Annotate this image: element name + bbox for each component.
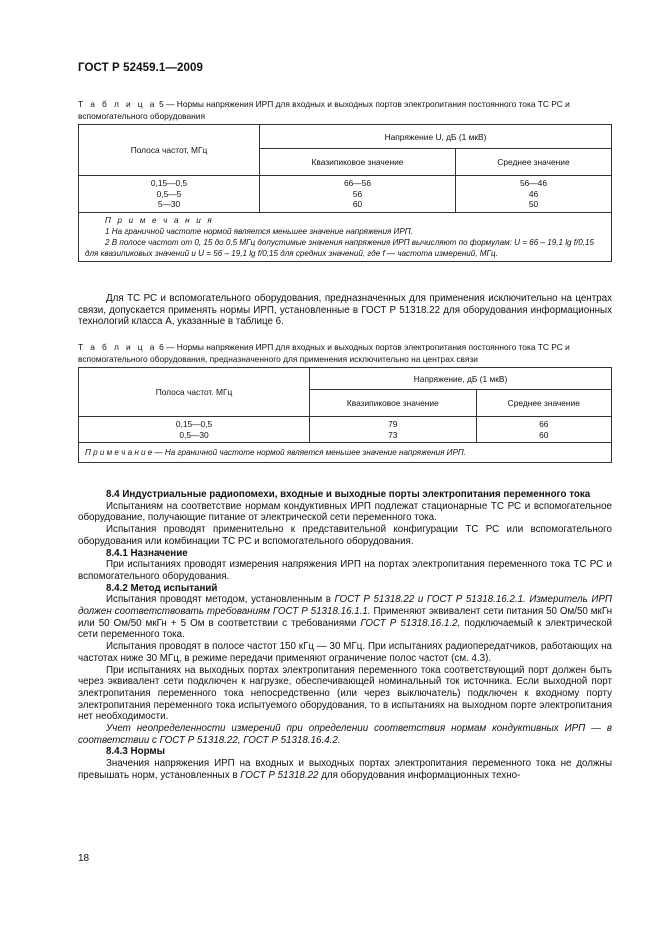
document-header: ГОСТ Р 52459.1—2009 xyxy=(78,62,203,74)
table6-caption xyxy=(78,342,612,365)
table5-caption-text: 5 — Нормы напряжения ИРП для входных и выходных портов электропитания постоянного тока ТС РС и вспомогательного оборудования xyxy=(78,99,570,121)
text-span: Испытания проводят методом, установленным в xyxy=(106,594,335,606)
table5-notes xyxy=(79,212,612,262)
text-span: Значения напряжения ИРП на входных и выходных портах электропитания переменного тока не должны превышать норм, установленных в xyxy=(78,758,612,781)
table-cell: 56 xyxy=(352,188,363,199)
table-cell: 56—46 xyxy=(519,178,547,188)
paragraph: Для ТС РС и вспомогательного оборудования, предназначенных для применения исключительно на центрах связи, допускается применять нормы ИРП, установленные в ГОСТ Р 51318.22 для оборудования информационных технологий класса А, указанные в таблице 6. xyxy=(78,293,612,328)
table5 xyxy=(78,124,612,262)
table-cell: 73 xyxy=(388,429,398,440)
text-span: Применяют эквивалент сети питания 50 Ом/50 мкГн или 50 Ом/50 мкГн + 5 Ом в соответствии с требованиями xyxy=(78,606,612,629)
table6 xyxy=(78,367,612,463)
text-span: для оборудования информационных техно- xyxy=(318,769,521,781)
table5-caption xyxy=(78,99,612,122)
table6-avg-cell xyxy=(476,417,611,443)
table5-voltage-header: Напряжение U, дБ (1 мкВ) xyxy=(260,125,612,149)
table-cell: 46 xyxy=(528,188,539,199)
section-heading: 8.4.1 Назначение xyxy=(106,547,188,559)
section-heading: 8.4.3 Нормы xyxy=(106,746,166,758)
table-cell: 0,15—0,5 xyxy=(175,419,213,429)
table5-caption-word: Т а б л и ц а xyxy=(78,99,157,109)
section-8-4 xyxy=(78,489,612,782)
table-cell: 60 xyxy=(352,199,363,209)
table-cell: 0,5—30 xyxy=(179,429,209,440)
table-cell: 0,5—5 xyxy=(156,188,182,199)
table5-col-quasi: Квазипиковое значение xyxy=(260,149,456,176)
table-cell: 5—30 xyxy=(157,199,181,209)
paragraph: При испытаниях на выходных портах электропитания переменного тока соответствующий порт должен быть через эквивалент сети подключен к нагрузке, обеспечивающей номинальный ток источника. Если выходной порт электропитания переменного тока непосредственно (или через выключатель) подключен к входному порту электропитания переменного тока испытуемого оборудования, то в испытаниях на выходном порте электропитания нет необходимости. xyxy=(78,664,612,723)
table6-band-cell xyxy=(79,417,310,443)
table-cell: 79 xyxy=(388,419,398,429)
paragraph: При испытаниях проводят измерения напряжения ИРП на портах электропитания переменного тока ТС РС и вспомогательного оборудования. xyxy=(78,559,612,582)
standard-reference: ГОСТ Р 51318.16.1.2, xyxy=(360,617,461,629)
table5-quasi-cell xyxy=(260,176,456,213)
table5-band-cell xyxy=(79,176,260,213)
standard-reference: ГОСТ Р 51318.22 xyxy=(240,769,319,781)
table-cell: 66—56 xyxy=(343,178,371,188)
table6-col-band: Полоса частот. МГц xyxy=(79,368,310,417)
table6-col-quasi: Квазипиковое значение xyxy=(310,390,477,417)
table6-caption-word: Т а б л и ц а xyxy=(78,342,157,352)
table5-avg-cell xyxy=(455,176,611,213)
table-cell: 50 xyxy=(528,199,539,209)
page-number: 18 xyxy=(78,853,90,864)
table6-col-avg: Среднее значение xyxy=(476,390,611,417)
table5-note-2: 2 В полосе частот от 0, 15 до 0,5 МГц допустимые значения напряжения ИРП вычисляют по формулам: U = 66 – 19,1 lg f/0,15 для квазипиковых значений и U = 56 – 19,1 lg f/0,15 для средних значений, где f — частота измерений, МГц. xyxy=(85,237,595,259)
paragraph-tables-intro xyxy=(78,293,612,328)
section-heading: 8.4 Индустриальные радиопомехи, входные и выходные порты электропитания переменного тока xyxy=(106,489,591,500)
standard-reference: ГОСТ Р 51318.22 и ГОСТ Р 51318.16.2.1. Измеритель ИРП должен соответствовать требованиям ГОСТ Р 51318.16.1.1. xyxy=(78,594,612,618)
table5-col-band: Полоса частот, МГц xyxy=(79,125,260,176)
paragraph: Испытания проводят в полосе частот 150 кГц — 30 МГц. При испытаниях радиопередатчиков, работающих на частотах ниже 30 МГц, в режиме передачи применяют ограничение полос частот (см. 4.3). xyxy=(78,641,612,664)
table5-note-1: 1 На граничной частоте нормой является меньшее значение напряжения ИРП. xyxy=(105,226,413,236)
table5-col-avg: Среднее значение xyxy=(455,149,611,176)
text-span: подключаемый к электрической сети переменного тока. xyxy=(78,617,612,641)
table-cell: 0,15—0,5 xyxy=(150,178,188,188)
paragraph-uncertainty: Учет неопределенности измерений при определении соответствия нормам кондуктивных ИРП — в соответствии с ГОСТ Р 51318.22, ГОСТ Р 51318.16.4.2. xyxy=(78,723,612,746)
table-cell: 66 xyxy=(539,419,549,429)
table6-quasi-cell xyxy=(310,417,477,443)
paragraph: Испытаниям на соответствие нормам кондуктивных ИРП подлежат стационарные ТС РС и вспомогательное оборудование, получающие питание от электрической сети переменного тока. xyxy=(78,500,612,524)
table6-caption-text: 6 — Нормы напряжения ИРП для входных и выходных портов электропитания постоянного тока ТС РС и вспомогательного оборудования, предназначенного для применения исключительно на центрах связи xyxy=(78,342,570,364)
section-heading: 8.4.2 Метод испытаний xyxy=(106,582,218,594)
table-cell: 60 xyxy=(539,429,549,440)
table5-notes-title: П р и м е ч а н и я xyxy=(105,215,214,225)
table6-voltage-header: Напряжение, дБ (1 мкВ) xyxy=(310,368,612,390)
paragraph-norms xyxy=(78,758,612,781)
table6-note: П р и м е ч а н и е — На граничной частоте нормой является меньшее значение напряжения ИРП. xyxy=(79,443,612,463)
paragraph: Испытания проводят применительно к представительной конфигурации ТС РС или вспомогательного оборудования или комбинации ТС РС и вспомогательного оборудования. xyxy=(78,524,612,547)
paragraph-test-method xyxy=(78,594,612,641)
